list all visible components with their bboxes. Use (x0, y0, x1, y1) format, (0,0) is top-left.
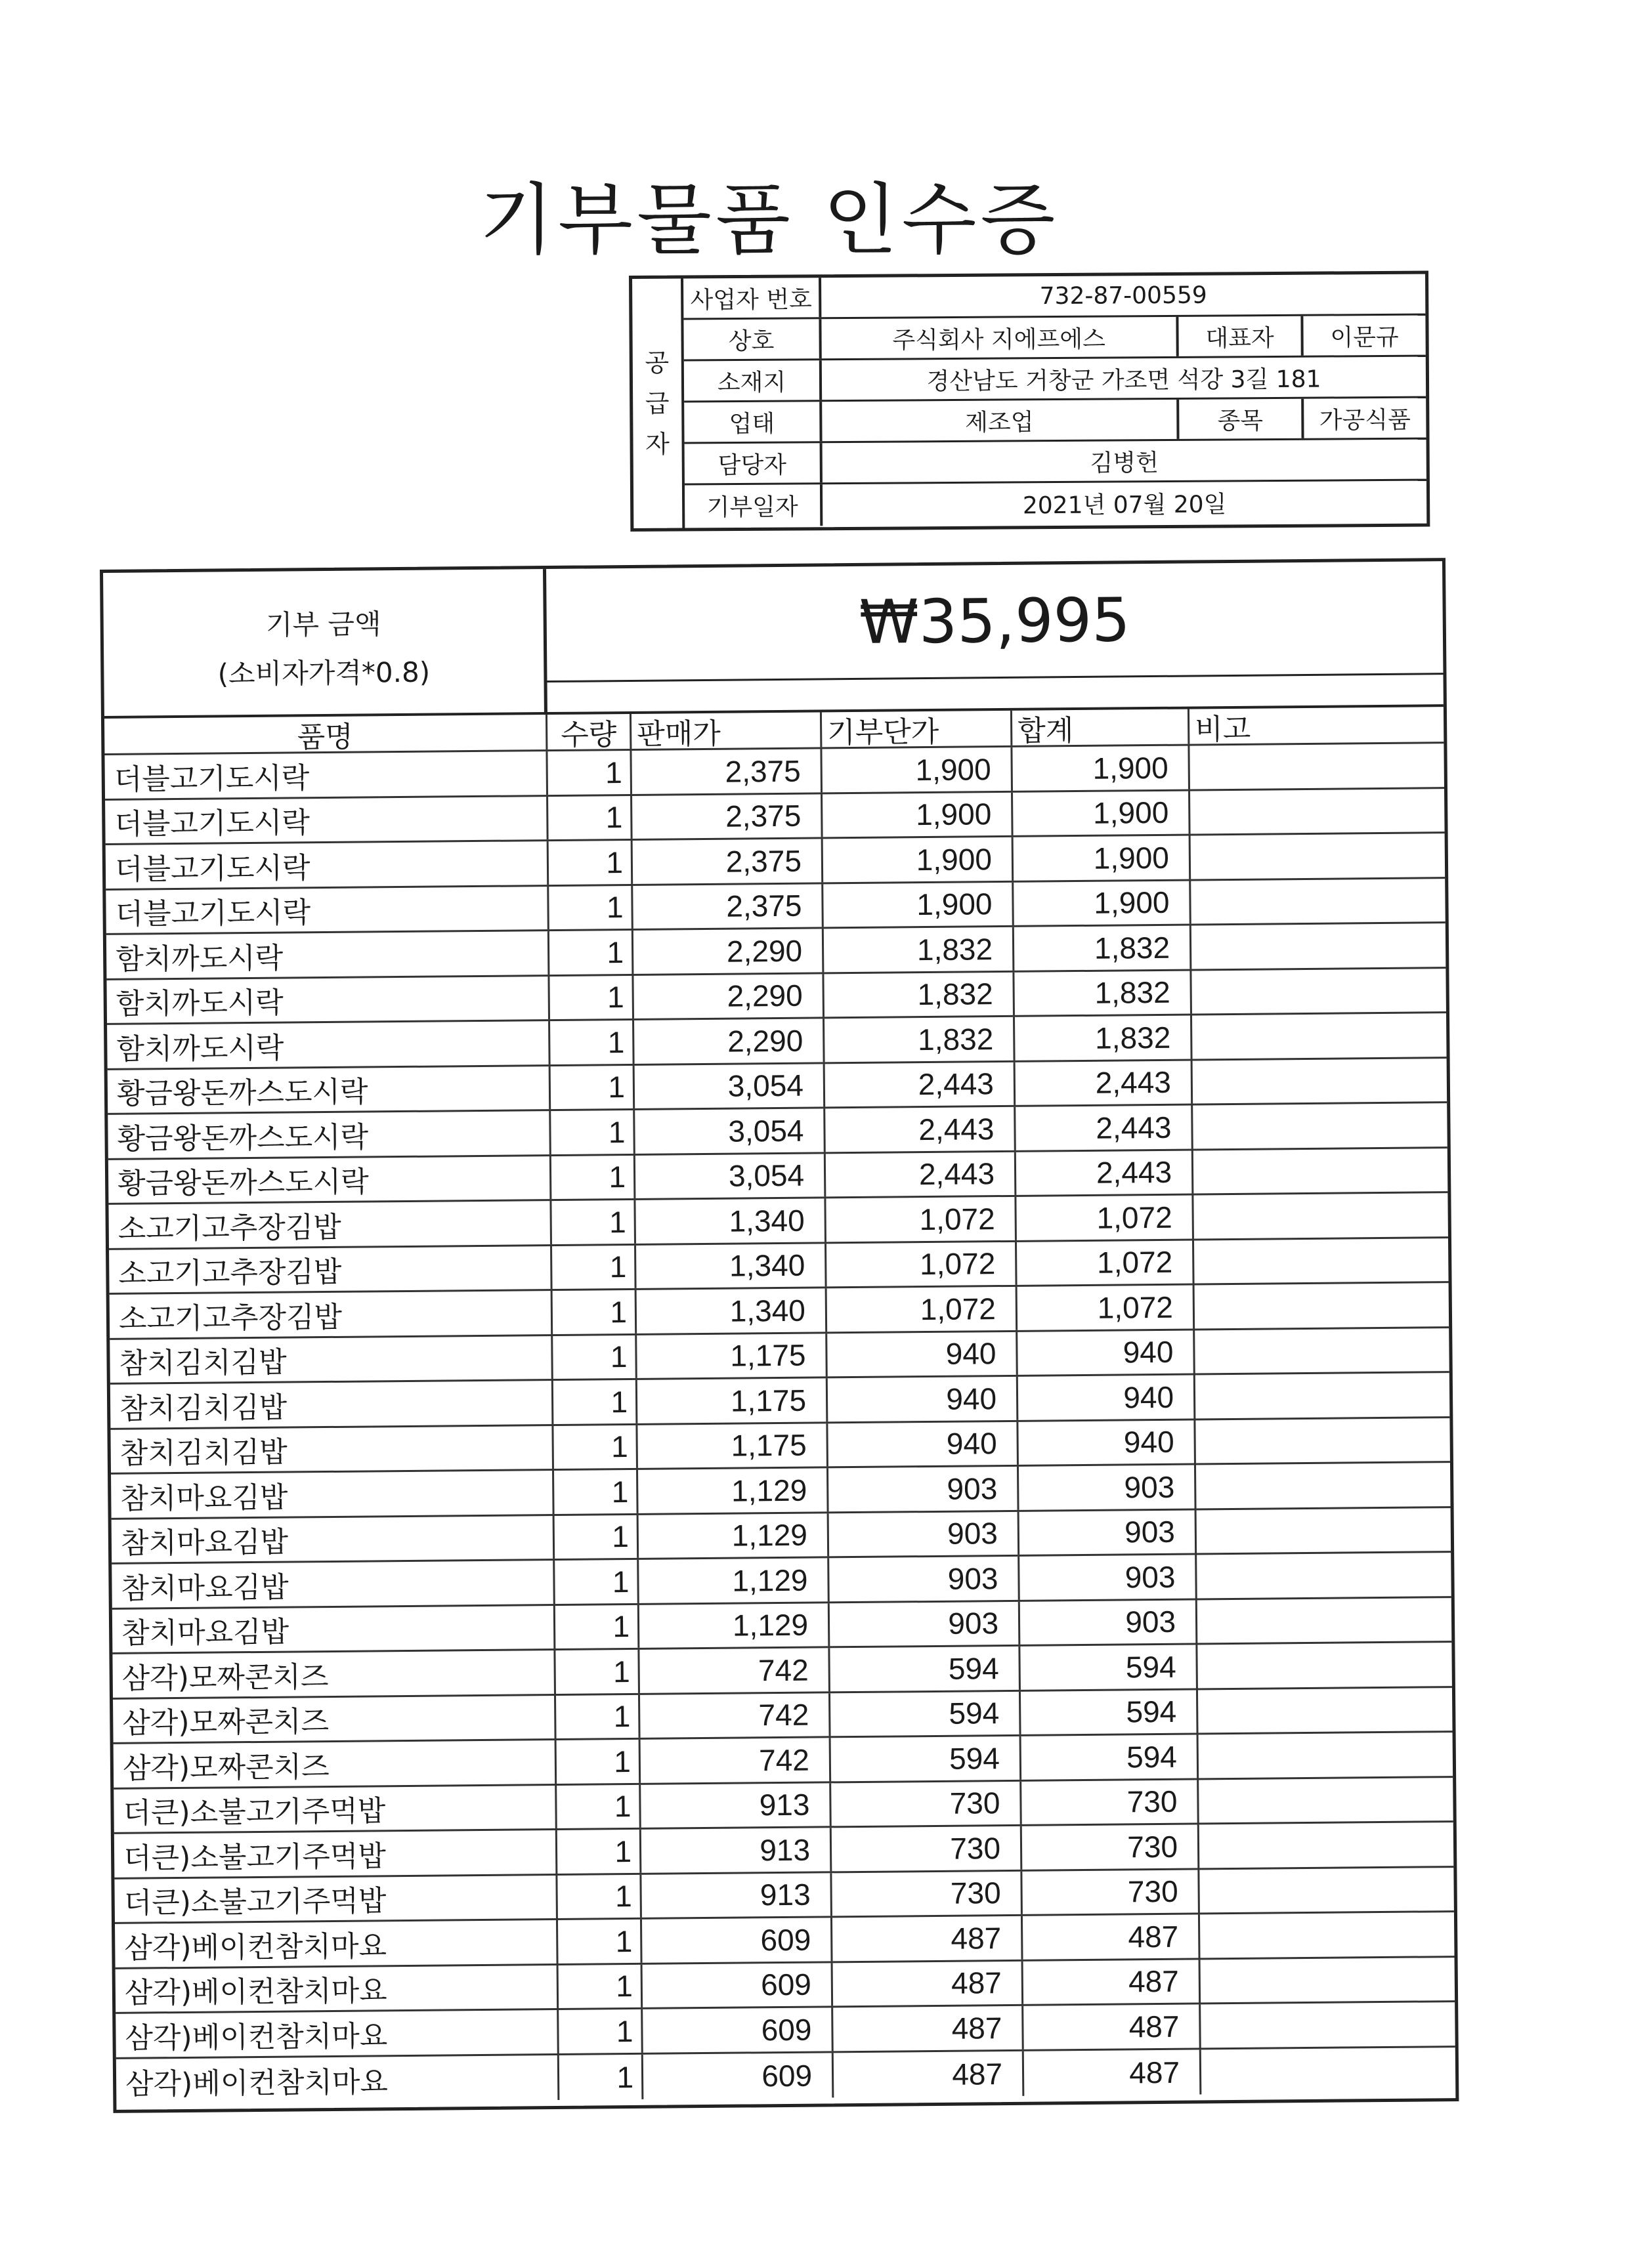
cell-qty: 1 (559, 1964, 643, 2008)
rep-value: 이문규 (1300, 316, 1425, 356)
cell-qty: 1 (549, 975, 634, 1019)
cell-qty: 1 (550, 1020, 635, 1064)
cell-total: 594 (1021, 1734, 1199, 1779)
cell-sale: 913 (641, 1873, 832, 1918)
cell-total: 487 (1024, 2049, 1202, 2096)
header-name: 품명 (104, 715, 547, 753)
cell-unit: 487 (833, 1961, 1024, 2006)
cell-qty: 1 (554, 1470, 639, 1514)
cell-qty: 1 (553, 1425, 638, 1469)
cell-sale: 742 (641, 1738, 832, 1782)
cell-sale: 3,054 (635, 1064, 826, 1108)
cell-unit: 1,072 (827, 1287, 1018, 1332)
cell-total: 1,832 (1015, 1016, 1193, 1060)
cell-note (1193, 1103, 1447, 1148)
cell-total: 1,832 (1014, 926, 1192, 971)
cell-sale: 1,340 (636, 1244, 827, 1288)
header-unit-price: 기부단가 (822, 711, 1012, 747)
industry-row (684, 398, 1426, 444)
cell-unit: 487 (834, 2051, 1025, 2097)
cell-qty: 1 (553, 1290, 637, 1334)
cell-note (1197, 1508, 1451, 1553)
cell-note (1190, 789, 1445, 834)
contact-row (685, 440, 1426, 486)
cell-total: 594 (1020, 1645, 1198, 1689)
cell-total: 1,072 (1018, 1285, 1195, 1330)
company-row (683, 316, 1425, 362)
cell-note (1192, 1013, 1447, 1059)
cell-note (1193, 1059, 1447, 1104)
cell-qty: 1 (555, 1650, 640, 1694)
cell-sale: 3,054 (635, 1108, 826, 1153)
cell-name: 더블고기도시락 (106, 887, 549, 933)
cell-qty: 1 (551, 1155, 636, 1199)
cell-qty: 1 (557, 1784, 641, 1828)
cell-unit: 903 (830, 1601, 1021, 1646)
cell-qty: 1 (551, 1110, 635, 1154)
donation-amount-label-sub: (소비자가격*0.8) (217, 656, 431, 690)
cell-name: 참치마요김밥 (111, 1471, 555, 1517)
cell-sale: 2,375 (633, 884, 824, 929)
cell-unit: 730 (831, 1781, 1022, 1826)
cell-note (1199, 1868, 1454, 1913)
cell-total: 487 (1023, 1960, 1201, 2004)
cell-sale: 1,175 (637, 1378, 828, 1423)
date-label: 기부일자 (685, 484, 823, 526)
cell-unit: 1,900 (823, 882, 1014, 927)
cell-note (1197, 1643, 1452, 1688)
cell-total: 940 (1018, 1375, 1196, 1419)
cell-total: 2,443 (1016, 1105, 1193, 1150)
cell-qty: 1 (556, 1694, 641, 1738)
cell-total: 594 (1021, 1690, 1199, 1734)
cell-note (1201, 1958, 1455, 2003)
cell-sale: 2,375 (632, 794, 823, 839)
cell-qty: 1 (547, 751, 632, 795)
header-note: 비고 (1194, 712, 1251, 746)
cell-note (1199, 1732, 1453, 1778)
cell-total: 1,072 (1016, 1195, 1194, 1240)
cell-qty: 1 (559, 2054, 644, 2100)
cell-total: 730 (1022, 1870, 1200, 1914)
cell-unit: 1,900 (823, 792, 1014, 837)
cell-total: 940 (1018, 1420, 1196, 1465)
cell-note (1196, 1463, 1451, 1508)
cell-name: 더큰)소불고기주먹밥 (114, 1785, 557, 1832)
cell-note (1195, 1328, 1449, 1374)
address-label: 소재지 (684, 360, 822, 400)
cell-total: 1,900 (1014, 881, 1191, 925)
cell-name: 함치까도시락 (106, 931, 550, 978)
cell-qty: 1 (552, 1245, 637, 1289)
cell-note (1200, 1912, 1455, 1958)
address-value: 경산남도 거창군 가조면 석강 3길 181 (926, 366, 1321, 395)
cell-unit: 594 (831, 1736, 1022, 1781)
cell-sale: 1,175 (637, 1423, 828, 1468)
cell-unit: 940 (827, 1332, 1018, 1376)
supplier-side-char: 급 (645, 388, 670, 418)
item-type-value: 가공식품 (1301, 398, 1426, 438)
cell-note (1191, 879, 1446, 924)
cell-total: 903 (1019, 1465, 1197, 1509)
cell-unit: 903 (828, 1467, 1019, 1511)
cell-qty: 1 (555, 1560, 639, 1604)
cell-total: 487 (1023, 2004, 1201, 2049)
cell-unit: 1,900 (823, 837, 1014, 882)
cell-total: 730 (1022, 1824, 1200, 1869)
cell-qty: 1 (555, 1515, 639, 1559)
cell-name: 함치까도시락 (107, 1021, 551, 1068)
cell-sale: 2,375 (632, 749, 823, 793)
cell-sale: 742 (640, 1693, 831, 1738)
cell-sale: 1,129 (638, 1468, 829, 1513)
cell-note (1195, 1283, 1449, 1328)
date-row (685, 481, 1426, 527)
cell-name: 더블고기도시락 (104, 751, 548, 798)
cell-unit: 487 (833, 2006, 1024, 2051)
cell-qty: 1 (549, 931, 634, 975)
cell-total: 1,832 (1014, 971, 1192, 1015)
cell-qty: 1 (553, 1380, 638, 1424)
cell-qty: 1 (549, 841, 633, 885)
cell-unit: 730 (832, 1871, 1023, 1916)
cell-unit: 1,072 (826, 1242, 1018, 1286)
cell-unit: 2,443 (825, 1062, 1016, 1106)
supplier-side-label (632, 278, 685, 528)
cell-unit: 730 (832, 1826, 1023, 1871)
cell-qty: 1 (557, 1874, 642, 1918)
rep-label: 대표자 (1176, 316, 1300, 356)
cell-name: 삼각)모짜콘치즈 (113, 1696, 557, 1742)
company-label: 상호 (683, 319, 821, 359)
cell-note (1194, 1238, 1449, 1284)
cell-name: 삼각)모짜콘치즈 (114, 1740, 557, 1787)
cell-sale: 2,375 (633, 839, 824, 883)
cell-unit: 1,072 (826, 1197, 1017, 1242)
cell-sale: 609 (643, 2007, 834, 2052)
cell-qty: 1 (549, 885, 633, 929)
date-value: 2021년 07월 20일 (1022, 491, 1227, 520)
cell-total: 903 (1019, 1555, 1197, 1599)
cell-name: 참치마요김밥 (112, 1561, 555, 1607)
cell-name: 삼각)모짜콘치즈 (112, 1650, 556, 1697)
cell-note (1191, 969, 1446, 1014)
cell-sale: 742 (639, 1648, 830, 1692)
cell-sale: 1,129 (639, 1603, 830, 1648)
cell-note (1199, 1822, 1454, 1868)
page-title: 기부물품 인수증 (479, 175, 1060, 265)
cell-name: 황금왕돈까스도시락 (108, 1111, 551, 1158)
supplier-info-box (629, 271, 1430, 532)
cell-qty: 1 (551, 1200, 636, 1244)
cell-qty: 1 (557, 1830, 642, 1874)
cell-name: 참치김치김밥 (110, 1426, 554, 1473)
cell-note (1191, 833, 1446, 879)
cell-name: 황금왕돈까스도시락 (108, 1156, 552, 1203)
donation-amount-value: ₩35,995 (859, 584, 1131, 658)
cell-name: 참치마요김밥 (112, 1606, 556, 1652)
cell-unit: 594 (830, 1647, 1021, 1691)
contact-label: 담당자 (685, 443, 823, 483)
cell-unit: 1,900 (822, 747, 1013, 792)
cell-name: 삼각)베이컨참치마요 (116, 2010, 559, 2057)
cell-sale: 2,290 (633, 974, 825, 1018)
cell-qty: 1 (555, 1605, 640, 1648)
cell-total: 940 (1018, 1330, 1195, 1375)
cell-sale: 913 (641, 1828, 832, 1872)
contact-value: 김병헌 (1090, 449, 1159, 477)
cell-note (1197, 1598, 1452, 1643)
cell-note (1193, 1148, 1448, 1194)
cell-qty: 1 (553, 1335, 637, 1379)
header-sale-price: 판매가 (632, 712, 822, 749)
cell-note (1193, 1193, 1448, 1238)
cell-qty: 1 (557, 1740, 641, 1784)
supplier-side-char: 공 (645, 348, 670, 377)
cell-qty: 1 (558, 1920, 643, 1964)
cell-unit: 1,832 (824, 972, 1015, 1017)
business-no-value: 732-87-00559 (1039, 282, 1207, 310)
cell-sale: 2,290 (633, 929, 825, 973)
cell-unit: 487 (832, 1916, 1023, 1961)
cell-name: 더블고기도시락 (106, 841, 549, 888)
cell-qty: 1 (559, 2009, 643, 2053)
cell-sale: 1,129 (639, 1513, 830, 1558)
company-value: 주식회사 지에프에스 (892, 326, 1105, 354)
cell-total: 730 (1021, 1780, 1199, 1824)
cell-name: 더블고기도시락 (105, 797, 549, 843)
cell-unit: 1,832 (825, 1017, 1016, 1062)
cell-total: 903 (1019, 1510, 1197, 1555)
header-qty: 수량 (547, 714, 632, 749)
cell-note (1195, 1418, 1450, 1463)
cell-total: 1,900 (1014, 836, 1191, 881)
cell-note (1197, 1553, 1451, 1598)
cell-unit: 940 (828, 1421, 1019, 1466)
cell-note (1189, 744, 1444, 789)
cell-total: 1,900 (1012, 746, 1190, 791)
cell-total: 903 (1020, 1600, 1198, 1645)
industry-label: 업태 (684, 402, 822, 442)
address-row (684, 357, 1426, 403)
cell-note (1195, 1373, 1450, 1418)
item-type-label: 종목 (1176, 399, 1301, 439)
cell-total: 2,443 (1016, 1060, 1193, 1105)
business-no-label: 사업자 번호 (683, 278, 821, 318)
cell-unit: 594 (830, 1691, 1021, 1736)
cell-name: 소고기고추장김밥 (108, 1201, 552, 1248)
donation-items-table (100, 558, 1459, 2113)
cell-name: 소고기고추장김밥 (109, 1246, 553, 1293)
donation-amount-label (103, 569, 547, 719)
header-total: 합계 (1012, 709, 1189, 746)
cell-sale: 609 (643, 1963, 834, 2007)
cell-name: 참치김치김밥 (110, 1336, 553, 1383)
cell-sale: 609 (642, 1918, 833, 1962)
industry-value: 제조업 (965, 408, 1034, 436)
cell-total: 487 (1023, 1914, 1201, 1959)
cell-note (1198, 1688, 1453, 1733)
cell-total: 2,443 (1016, 1150, 1194, 1195)
cell-unit: 2,443 (826, 1152, 1017, 1196)
cell-name: 삼각)베이컨참치마요 (116, 1965, 559, 2011)
cell-unit: 940 (828, 1377, 1019, 1421)
cell-name: 더큰)소불고기주먹밥 (114, 1875, 558, 1922)
cell-note (1201, 2002, 1455, 2048)
cell-sale: 1,340 (635, 1198, 826, 1243)
cell-note (1201, 2048, 1456, 2095)
cell-total: 1,072 (1017, 1240, 1195, 1285)
donation-amount-label-main: 기부 금액 (265, 608, 381, 641)
cell-sale: 609 (643, 2053, 834, 2099)
cell-name: 더큰)소불고기주먹밥 (114, 1830, 558, 1877)
cell-name: 삼각)베이컨참치마요 (116, 2055, 560, 2103)
cell-sale: 913 (641, 1783, 832, 1828)
cell-sale: 2,290 (634, 1018, 825, 1063)
cell-unit: 903 (829, 1511, 1020, 1556)
cell-qty: 1 (548, 795, 633, 839)
cell-total: 1,900 (1013, 791, 1191, 835)
cell-name: 소고기고추장김밥 (110, 1291, 553, 1337)
cell-unit: 2,443 (825, 1107, 1016, 1152)
cell-sale: 3,054 (635, 1154, 826, 1198)
cell-name: 함치까도시락 (106, 976, 550, 1023)
business-no-row (683, 274, 1425, 320)
cell-qty: 1 (551, 1065, 635, 1109)
cell-sale: 1,340 (637, 1288, 828, 1333)
cell-name: 참치마요김밥 (112, 1516, 555, 1563)
cell-note (1191, 923, 1446, 969)
cell-name: 참치김치김밥 (110, 1381, 554, 1427)
cell-sale: 1,129 (639, 1558, 830, 1603)
cell-name: 황금왕돈까스도시락 (108, 1066, 551, 1113)
cell-name: 삼각)베이컨참치마요 (115, 1920, 559, 1967)
cell-unit: 903 (829, 1557, 1020, 1601)
cell-unit: 1,832 (824, 927, 1015, 972)
supplier-side-char: 자 (645, 429, 670, 459)
cell-note (1199, 1778, 1453, 1823)
cell-sale: 1,175 (637, 1334, 828, 1378)
